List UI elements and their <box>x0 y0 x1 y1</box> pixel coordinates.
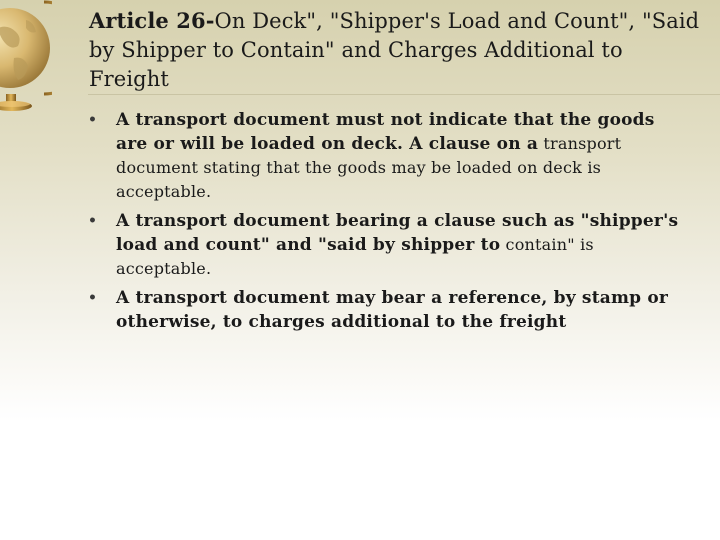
bullet-list <box>86 108 686 339</box>
title-text: On Deck", "Shipper's Load and Count", "Said by Shipper to Contain" and Charges Additional to Freight <box>89 9 700 91</box>
bullet-text-strong: A transport document must not indicate that the goods are or will be loaded on deck. A clause on a <box>116 110 655 154</box>
bullet-item-1 <box>86 108 686 204</box>
globe-icon <box>0 0 52 118</box>
bullet-text-strong: A transport document may bear a reference, by stamp or otherwise, to charges additional to the freight <box>116 288 669 332</box>
bullet-text-plain: contain" is acceptable. <box>116 235 594 278</box>
bullet-marker: • <box>88 112 97 128</box>
bullet-marker: • <box>88 213 97 229</box>
bullet-text-strong: A transport document bearing a clause such as "shipper's load and count" and "said by shipper to <box>116 211 679 255</box>
bullet-text-plain: transport document stating that the goods may be loaded on deck is acceptable. <box>116 134 622 201</box>
bullet-item-2 <box>86 209 686 281</box>
title-article-number: Article 26- <box>89 8 215 33</box>
bullet-item-3 <box>86 286 686 334</box>
slide-title <box>89 6 709 94</box>
title-divider <box>88 94 720 95</box>
bullet-marker: • <box>88 290 97 306</box>
